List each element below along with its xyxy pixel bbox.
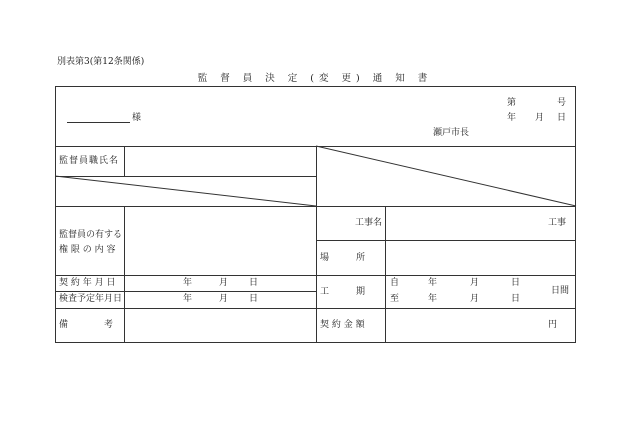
form-reference-label: 別表第3(第12条関係) [57, 57, 145, 67]
period-from: 自 [390, 278, 400, 288]
period-label: 工 期 [320, 287, 366, 297]
contract-amount-label: 契 約 金 額 [320, 320, 365, 330]
date-row-line [55, 291, 316, 292]
period-from-month: 月 [470, 278, 480, 288]
left-label-divider [124, 206, 125, 343]
name-row-line [55, 176, 316, 177]
period-to: 至 [390, 294, 400, 304]
form-title: 監 督 員 決 定 (変 更) 通 知 書 [197, 73, 433, 84]
inspector-name-label: 監督員職氏名 [59, 156, 120, 166]
inspection-date-month: 月 [219, 294, 229, 304]
contract-date-day: 日 [249, 278, 259, 288]
inspection-date-label: 検査予定年月日 [59, 294, 123, 304]
name-label-divider [124, 146, 125, 176]
contract-date-label: 契 約 年 月 日 [59, 278, 116, 288]
contract-date-month: 月 [219, 278, 229, 288]
work-name-line [316, 240, 576, 241]
authority-label-line1: 監督員の有する [59, 230, 123, 240]
period-days: 日間 [551, 286, 570, 296]
header-day: 日 [557, 113, 567, 123]
header-year: 年 [507, 113, 517, 123]
amount-yen: 円 [548, 320, 558, 330]
right-label-divider [385, 206, 386, 343]
contract-date-year: 年 [183, 278, 193, 288]
header-month: 月 [535, 113, 545, 123]
period-to-day: 日 [511, 294, 521, 304]
addressee-underline [67, 122, 130, 123]
inspection-date-year: 年 [183, 294, 193, 304]
center-divider [316, 146, 317, 343]
authority-label-line2: 権 限 の 内 容 [59, 245, 116, 255]
right-block-line [316, 206, 576, 207]
number-go: 号 [557, 98, 567, 108]
remarks-label: 備 考 [59, 320, 114, 330]
left-block-line [55, 206, 316, 207]
period-to-year: 年 [428, 294, 438, 304]
period-from-year: 年 [428, 278, 438, 288]
work-suffix: 工事 [548, 218, 567, 228]
period-to-month: 月 [470, 294, 480, 304]
period-from-day: 日 [511, 278, 521, 288]
inspection-date-day: 日 [249, 294, 259, 304]
work-name-label: 工事名 [355, 218, 383, 228]
location-label: 場 所 [320, 253, 366, 263]
addressee-sama: 様 [132, 113, 142, 123]
issuer-name: 瀬戸市長 [433, 128, 470, 138]
number-dai: 第 [507, 98, 517, 108]
